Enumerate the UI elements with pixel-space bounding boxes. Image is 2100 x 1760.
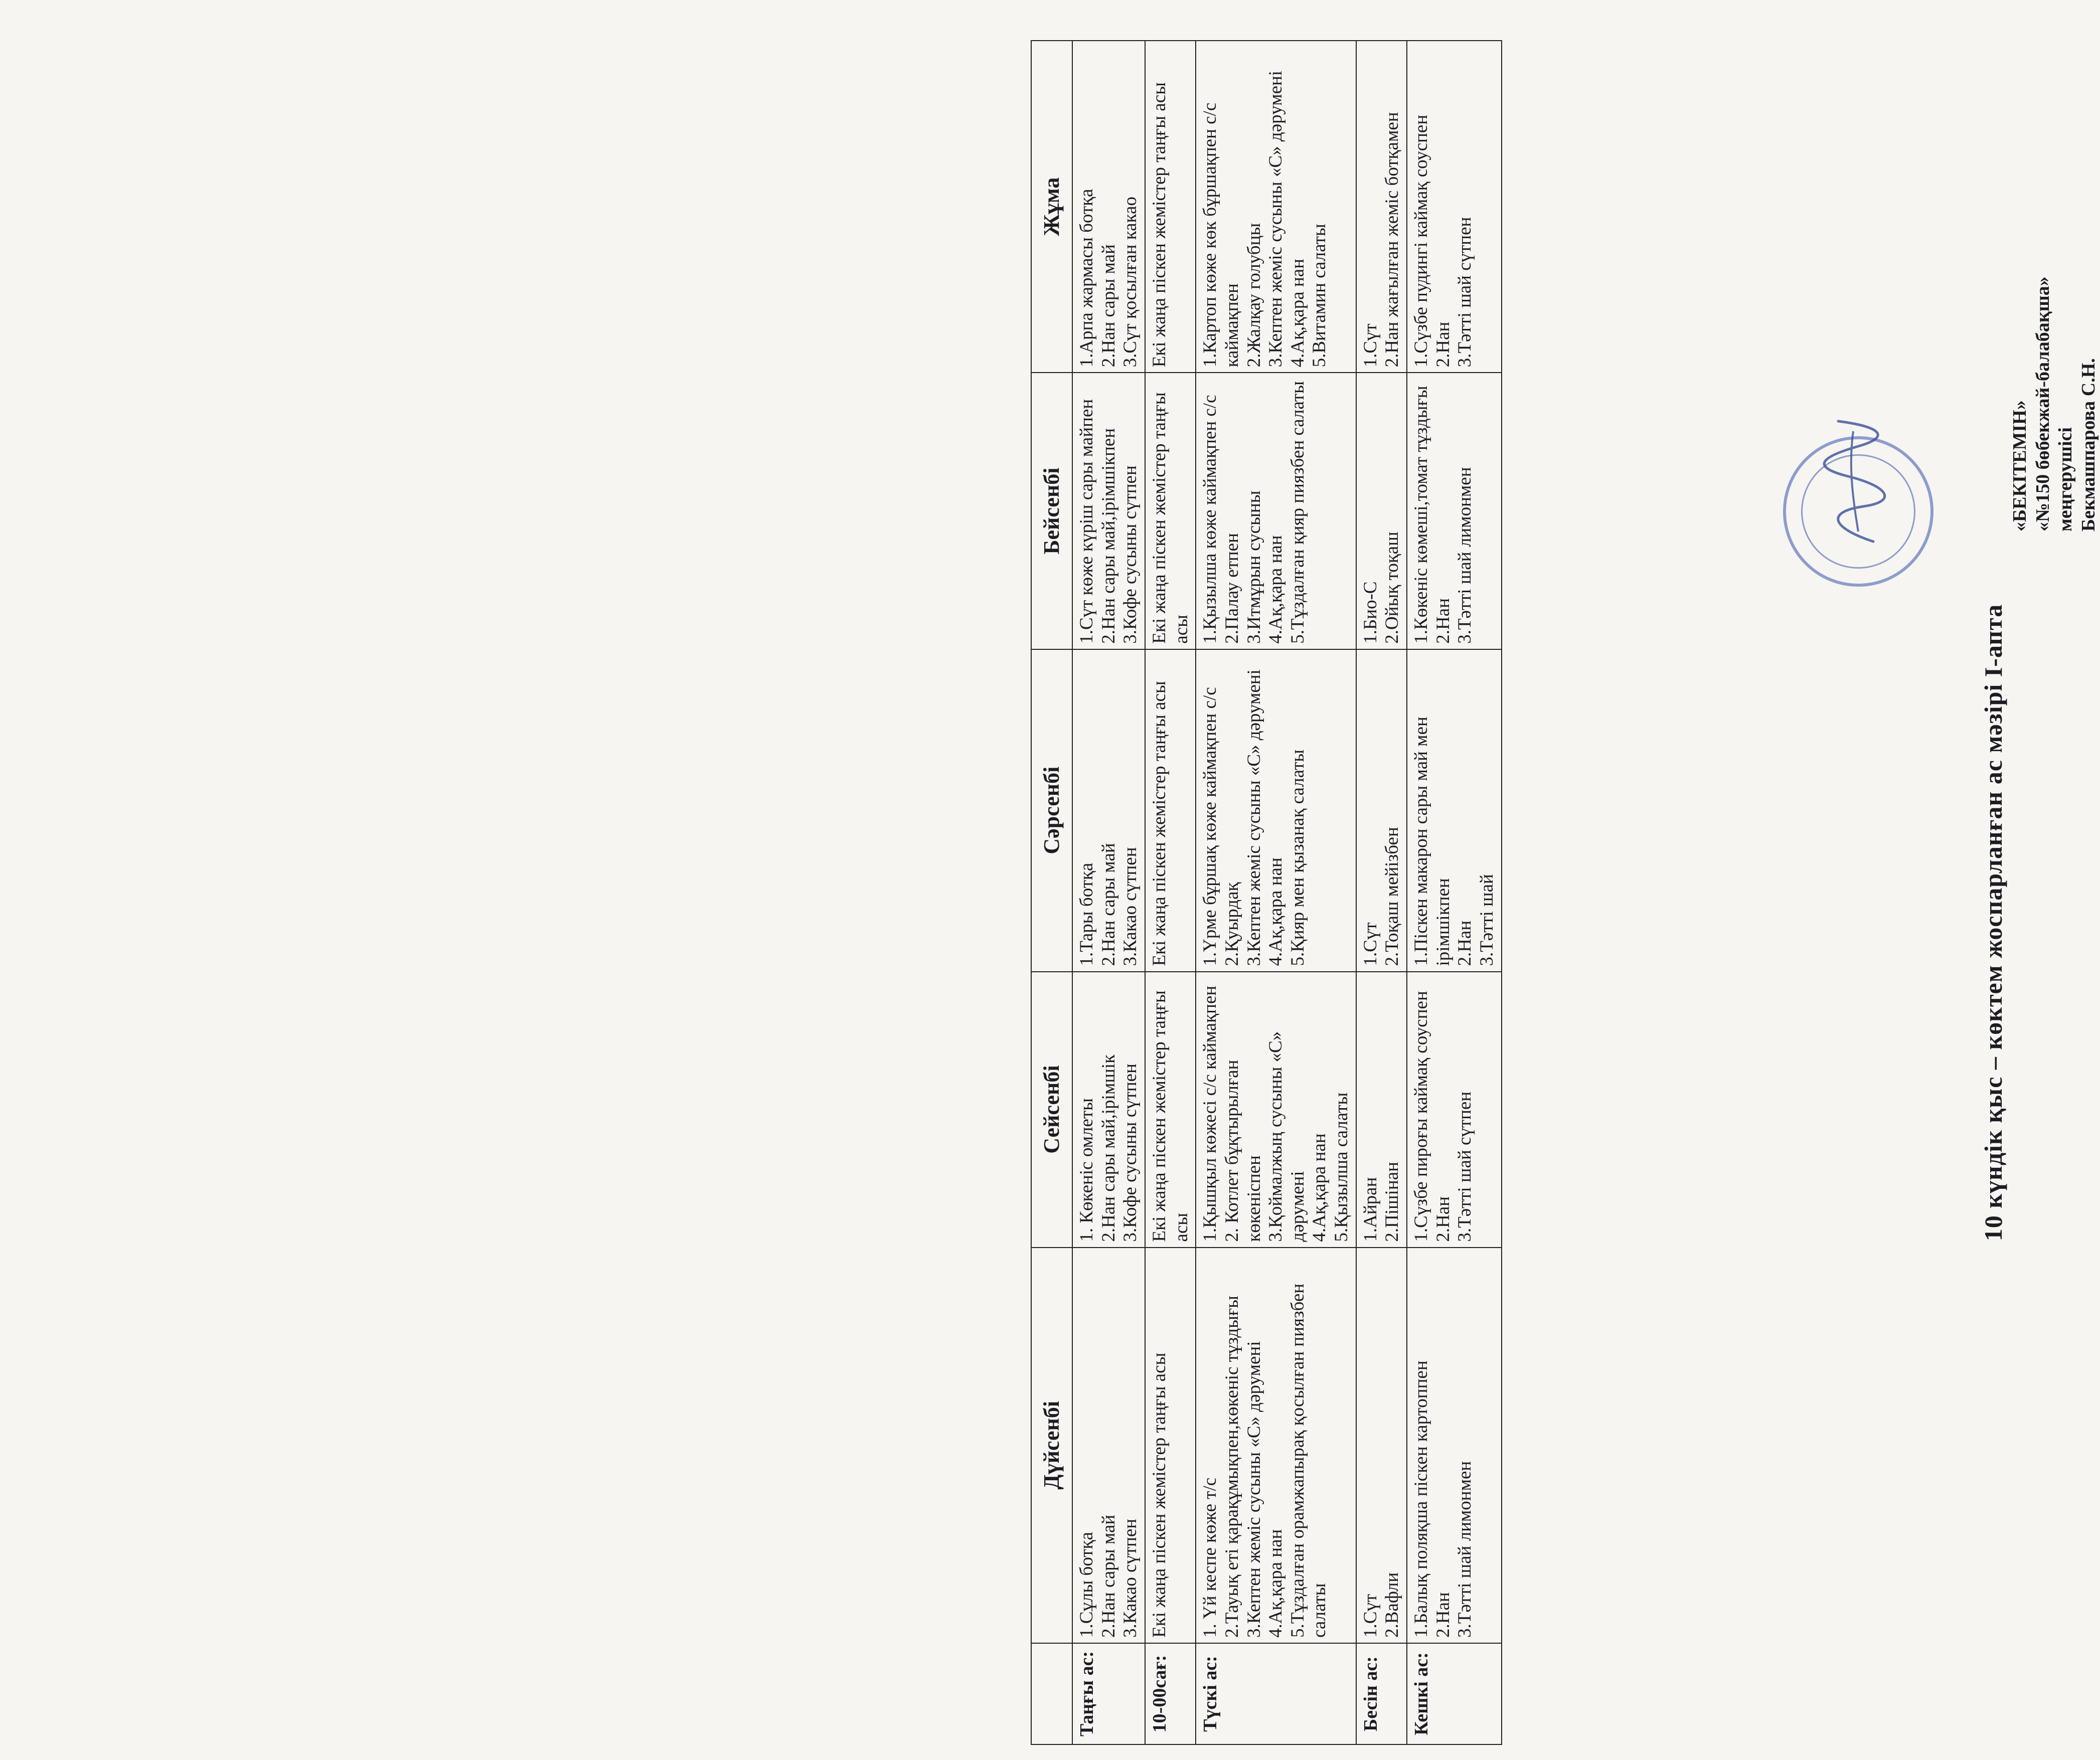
approval-position: меңгерушісі xyxy=(2055,427,2076,532)
menu-cell xyxy=(1145,649,1196,972)
menu-cell xyxy=(1196,649,1356,972)
menu-cell xyxy=(1145,972,1196,1248)
dish-line: 4.Ақ,қара нан xyxy=(1265,857,1286,966)
header-row xyxy=(1031,41,1072,1744)
dish-line: 1.Био-С xyxy=(1360,581,1381,644)
menu-cell xyxy=(1356,1248,1407,1643)
dish-line: 4.Ақ,қара нан xyxy=(1265,535,1286,644)
menu-cell xyxy=(1407,649,1502,972)
dish-line: 1.Сүт xyxy=(1360,323,1381,368)
approval-heading: «БЕКІТЕМІН» xyxy=(2009,400,2030,532)
day-header: Дүйсенбі xyxy=(1031,1248,1072,1643)
dish-line: 2.Нан xyxy=(1432,1592,1453,1638)
dish-line: 4.Ақ,қара нан xyxy=(1309,1133,1330,1242)
meal-row xyxy=(1145,41,1196,1744)
dish-line: 2.Нан xyxy=(1455,920,1476,966)
dish-line: 1. Үй кеспе көже т/с xyxy=(1200,1477,1221,1638)
dish-line: 2.Нан сары май,ірімшікпен xyxy=(1098,428,1119,644)
dish-line: 3.Кептен жеміс сусыны «С» дәрумені xyxy=(1265,70,1286,368)
dish-line: Екі жаңа піскен жемістер таңғы асы xyxy=(1149,392,1192,644)
dish-line: 3.Сүт қосылған какао xyxy=(1120,197,1141,368)
dish-line: 1.Қышқыл көжесі с/с каймақпен xyxy=(1200,985,1221,1242)
dish-line: 1.Сүт xyxy=(1360,1594,1381,1638)
dish-line: 3.Итмұрын сусыны xyxy=(1243,490,1264,644)
dish-line: 2.Палау етпен xyxy=(1221,533,1242,644)
dish-line: 3.Какао сүтпен xyxy=(1120,847,1141,966)
dish-line: 3.Кептен жеміс сусыны «С» дәрумені xyxy=(1243,669,1264,966)
dish-line: 1.Айран xyxy=(1360,1177,1381,1242)
menu-cell xyxy=(1407,373,1502,649)
dish-line: 1.Сүт көже күріш сары майпен xyxy=(1076,399,1097,644)
dish-line: 1.Сүзбе пироғы каймақ соуспен xyxy=(1411,991,1432,1242)
dish-line: 3.Кофе сусыны сүтпен xyxy=(1120,465,1141,644)
page-title: 10 күндік қыс – көктем жоспарланған ас мәзірі І-апта xyxy=(1979,604,2007,1242)
dish-line: 1.Қызылша көже каймақпен с/с xyxy=(1200,395,1221,644)
dish-line: 1.Балық поляқша піскен картоппен xyxy=(1411,1360,1432,1638)
dish-line: 2.Нан xyxy=(1432,321,1453,368)
dish-line: 1.Сүзбе пудингі каймақ соуспен xyxy=(1411,114,1432,368)
menu-cell xyxy=(1356,373,1407,649)
dish-line: 2.Нан xyxy=(1432,598,1453,644)
meal-row xyxy=(1196,41,1356,1744)
dish-line: 2.Тоқаш мейізбен xyxy=(1382,827,1403,966)
dish-line: 5.Тұздалған орамжапырақ қосылған пиязбен салаты xyxy=(1287,1283,1330,1638)
meal-label: Бесін ас: xyxy=(1356,1643,1407,1744)
dish-line: 2.Нан сары май,ірімшік xyxy=(1098,1054,1119,1242)
day-header: Сейсенбі xyxy=(1031,972,1072,1248)
dish-line: Екі жаңа піскен жемістер таңғы асы xyxy=(1149,1352,1170,1638)
dish-line: 2.Пішінан xyxy=(1382,1162,1403,1242)
dish-line: 1.Арпа жармасы ботқа xyxy=(1076,189,1097,368)
menu-cell xyxy=(1356,649,1407,972)
dish-line: 5.Қияр мен қызанақ салаты xyxy=(1287,749,1308,966)
dish-line: 4.Ақ,қара нан xyxy=(1265,1529,1286,1638)
dish-line: 5.Тұздалған қияр пиязбен салаты xyxy=(1287,381,1308,644)
menu-cell xyxy=(1196,373,1356,649)
dish-line: 2. Котлет бұқтырылған көкеніспен xyxy=(1221,1060,1264,1242)
dish-line: 1.Үрме бұршақ көже каймақпен с/с xyxy=(1200,687,1221,966)
menu-cell xyxy=(1072,972,1145,1248)
dish-line: 1.Піскен макарон сары май мен ірімшікпен xyxy=(1411,717,1453,966)
menu-cell xyxy=(1196,41,1356,373)
dish-line: 1.Көкеніс көмеші,томат тұздығы xyxy=(1411,386,1432,644)
dish-line: 3.Тәтті шай лимонмен xyxy=(1455,467,1476,644)
dish-line: Екі жаңа піскен жемістер таңғы асы xyxy=(1149,990,1192,1242)
meal-row xyxy=(1072,41,1145,1744)
meal-label: 10-00сағ: xyxy=(1145,1643,1196,1744)
dish-line: 2.Ойық тоқаш xyxy=(1382,532,1403,644)
menu-cell xyxy=(1072,41,1145,373)
meal-row xyxy=(1356,41,1407,1744)
dish-line: 2.Жалқау голубцы xyxy=(1243,223,1264,368)
meal-label: Кешкі ас: xyxy=(1407,1643,1502,1744)
dish-line: 5.Витамин салаты xyxy=(1309,224,1330,368)
meal-label: Түскі ас: xyxy=(1196,1643,1356,1744)
dish-line: 4.Ақ,қара нан xyxy=(1287,259,1308,368)
dish-line: 1.Картоп көже көк бұршақпен с/с каймақпен xyxy=(1200,102,1242,368)
approval-organization: «№150 бөбекжай-балабақша» xyxy=(2032,276,2053,532)
dish-line: 2.Нан сары май xyxy=(1098,1514,1119,1638)
menu-cell xyxy=(1145,373,1196,649)
menu-cell xyxy=(1356,972,1407,1248)
menu-table xyxy=(1031,40,1502,1745)
dish-line: 3.Тәтті шай сүтпен xyxy=(1455,217,1476,368)
dish-line: 3.Тәтті шай xyxy=(1477,874,1498,966)
menu-cell xyxy=(1145,41,1196,373)
menu-sheet xyxy=(1026,30,2099,1750)
dish-line: 2.Қуырдақ xyxy=(1221,882,1242,966)
dish-line: 2.Тауық еті қарақұмықпен,көкеніс тұздығы xyxy=(1221,1295,1242,1638)
dish-line: 2.Нан сары май xyxy=(1098,244,1119,368)
day-header: Сәрсенбі xyxy=(1031,649,1072,972)
director-signature xyxy=(1818,416,1893,547)
menu-cell xyxy=(1072,373,1145,649)
menu-cell xyxy=(1145,1248,1196,1643)
menu-cell xyxy=(1072,1248,1145,1643)
menu-cell xyxy=(1407,972,1502,1248)
dish-line: 3.Тәтті шай сүтпен xyxy=(1455,1091,1476,1242)
day-header: Бейсенбі xyxy=(1031,373,1072,649)
dish-line: 3.Кептен жеміс сусыны «С» дәрумені xyxy=(1243,1341,1264,1638)
dish-line: 1.Сұлы ботқа xyxy=(1076,1532,1097,1638)
dish-line: Екі жаңа піскен жемістер таңғы асы xyxy=(1149,82,1170,368)
menu-body xyxy=(1072,41,1502,1744)
menu-cell xyxy=(1072,649,1145,972)
meal-row xyxy=(1407,41,1502,1744)
dish-line: 2.Нан сары май xyxy=(1098,843,1119,966)
dish-line: 1.Тары ботқа xyxy=(1076,862,1097,966)
dish-line: 2.Нан жағылған жеміс ботқамен xyxy=(1382,112,1403,368)
dish-line: 1.Сүт xyxy=(1360,922,1381,966)
day-header: Жұма xyxy=(1031,41,1072,373)
dish-line: 3.Кофе сусыны сүтпен xyxy=(1120,1064,1141,1242)
dish-line: 3.Тәтті шай лимонмен xyxy=(1455,1461,1476,1638)
menu-cell xyxy=(1356,41,1407,373)
menu-cell xyxy=(1407,41,1502,373)
corner-cell xyxy=(1031,1643,1072,1744)
dish-line: 1. Көкеніс омлеты xyxy=(1076,1098,1097,1242)
meal-label: Таңғы ас: xyxy=(1072,1643,1145,1744)
menu-cell xyxy=(1196,972,1356,1248)
dish-line: 3.Какао сүтпен xyxy=(1120,1518,1141,1638)
dish-line: 2.Нан xyxy=(1432,1196,1453,1242)
approval-name: Бекмашпарова С.Н. xyxy=(2077,358,2099,532)
menu-cell xyxy=(1407,1248,1502,1643)
dish-line: Екі жаңа піскен жемістер таңғы асы xyxy=(1149,681,1170,966)
dish-line: 3.Қоймалжың сусыны «С» дәрумені xyxy=(1265,1031,1308,1242)
dish-line: 2.Вафли xyxy=(1382,1572,1403,1638)
approval-block xyxy=(2009,80,2100,532)
menu-cell xyxy=(1196,1248,1356,1643)
dish-line: 5.Қызылша салаты xyxy=(1331,1092,1352,1242)
